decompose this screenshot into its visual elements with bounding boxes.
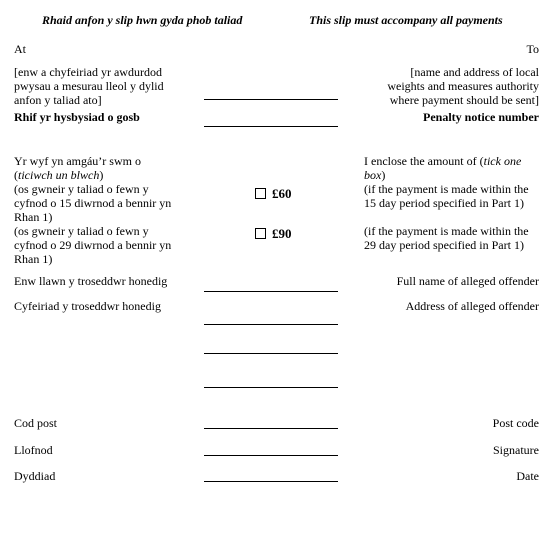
header-welsh: Rhaid anfon y slip hwn gyda phob taliad	[42, 13, 243, 27]
address-note-welsh-line: pwysau a mesurau lleol y dylid	[14, 79, 164, 93]
address-label-welsh: Cyfeiriad y troseddwr honedig	[14, 299, 161, 313]
amount-90-label: £90	[272, 226, 292, 241]
address-note-english-line: where payment should be sent]	[389, 93, 539, 107]
address-field-line-2[interactable]	[204, 353, 338, 354]
enclose-english-opt2-line: 29 day period specified in Part 1)	[364, 238, 524, 252]
enclose-welsh-opt1-line: Rhan 1)	[14, 210, 53, 224]
enclose-english-lead	[364, 154, 534, 168]
date-label-welsh: Dyddiad	[14, 469, 56, 483]
header-english: This slip must accompany all payments	[309, 13, 503, 27]
penalty-ref-english: Penalty notice number	[423, 110, 539, 124]
address-note-english	[374, 65, 539, 107]
postcode-field[interactable]	[204, 428, 338, 429]
enclose-english-tick-line2: box)	[364, 168, 386, 182]
enclose-welsh-tick: (ticiwch un blwch)	[14, 168, 104, 182]
penalty-number-line[interactable]	[204, 126, 338, 127]
enclose-welsh	[14, 154, 184, 266]
address-note-english-line: weights and measures authority	[387, 79, 539, 93]
enclose-welsh-opt2-line: Rhan 1)	[14, 252, 53, 266]
checkbox-icon[interactable]	[255, 228, 266, 239]
enclose-english-opt1-line: 15 day period specified in Part 1)	[364, 196, 524, 210]
signature-field[interactable]	[204, 455, 338, 456]
enclose-welsh-lead: Yr wyf yn amgáu’r swm o	[14, 154, 141, 168]
address-note-welsh	[14, 65, 174, 107]
enclose-english	[364, 154, 534, 252]
full-name-field[interactable]	[204, 291, 338, 292]
amount-option-60[interactable]	[255, 187, 292, 201]
at-label-english: To	[526, 42, 539, 56]
date-label-english: Date	[516, 469, 539, 483]
enclose-welsh-opt2-line: (os gwneir y taliad o fewn y	[14, 224, 149, 238]
enclose-welsh-opt2-line: cyfnod o 29 diwrnod a bennir yn	[14, 238, 172, 252]
date-field[interactable]	[204, 481, 338, 482]
amount-option-90[interactable]	[255, 227, 292, 241]
address-field-line-1[interactable]	[204, 324, 338, 325]
enclose-english-tick-text: tick one	[483, 154, 522, 168]
signature-label-english: Signature	[493, 443, 539, 457]
enclose-english-opt1-line: (if the payment is made within the	[364, 182, 529, 196]
checkbox-icon[interactable]	[255, 188, 266, 199]
enclose-english-tick-text: box	[364, 168, 382, 182]
enclose-english-opt2-line: (if the payment is made within the	[364, 224, 529, 238]
full-name-label-welsh: Enw llawn y troseddwr honedig	[14, 274, 168, 288]
enclose-welsh-opt1-line: cyfnod o 15 diwrnod a bennir yn	[14, 196, 172, 210]
address-field-line-3[interactable]	[204, 387, 338, 388]
enclose-welsh-tick-text: ticiwch un blwch	[18, 168, 100, 182]
postcode-label-welsh: Cod post	[14, 416, 58, 430]
enclose-welsh-opt1-line: (os gwneir y taliad o fewn y	[14, 182, 149, 196]
amount-60-label: £60	[272, 186, 292, 201]
enclose-english-lead-text: I enclose the amount of (	[364, 154, 484, 168]
full-name-label-english: Full name of alleged offender	[396, 274, 539, 288]
authority-address-line[interactable]	[204, 99, 338, 100]
address-note-welsh-line: anfon y taliad ato]	[14, 93, 102, 107]
postcode-label-english: Post code	[492, 416, 539, 430]
signature-label-welsh: Llofnod	[14, 443, 53, 457]
at-label-welsh: At	[14, 42, 26, 56]
address-note-english-line: [name and address of local	[410, 65, 539, 79]
penalty-ref-welsh: Rhif yr hysbysiad o gosb	[14, 110, 140, 124]
address-label-english: Address of alleged offender	[405, 299, 539, 313]
address-note-welsh-line: [enw a chyfeiriad yr awdurdod	[14, 65, 162, 79]
